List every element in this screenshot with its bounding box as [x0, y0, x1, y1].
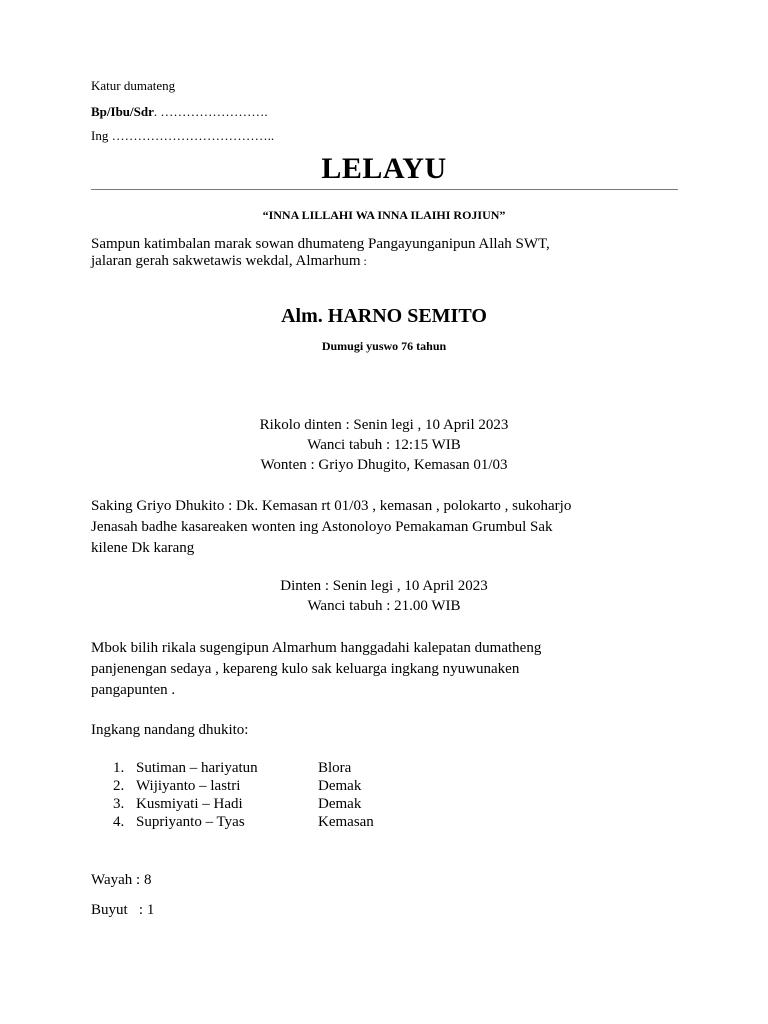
- apology-line-1: Mbok bilih rikala sugengipun Almarhum hanggadahi kalepatan dumatheng: [91, 640, 542, 656]
- apology-line-2: panjenengan sedaya , kepareng kulo sak keluarga ingkang nyuwunaken: [91, 661, 520, 677]
- burial-time: Wanci tabuh : 21.00 WIB: [307, 598, 461, 614]
- burial-line-3: kilene Dk karang: [91, 540, 195, 556]
- prayer-text: “INNA LILLAHI WA INNA ILAIHI ROJIUN”: [262, 208, 506, 222]
- death-time: Wanci tabuh : 12:15 WIB: [307, 437, 461, 453]
- grandchildren-count: Wayah : 8: [91, 872, 152, 888]
- list-item: [113, 796, 361, 813]
- intro-line-2: [91, 251, 367, 272]
- list-item-name: Sutiman – hariyatun: [136, 760, 258, 776]
- list-item-place: Demak: [318, 778, 362, 794]
- list-item-place: Kemasan: [318, 814, 374, 830]
- list-item: [113, 814, 374, 831]
- address-recipient-dots: . …………………….: [153, 104, 268, 119]
- list-item: [113, 778, 361, 795]
- address-recipient-label: Bp/Ibu/Sdr: [91, 104, 154, 119]
- list-item-place: Demak: [318, 796, 362, 812]
- list-item: [113, 760, 351, 777]
- address-location: Ing ………………………………..: [91, 128, 275, 143]
- list-item-number: 4.: [113, 814, 125, 830]
- list-item-number: 2.: [113, 778, 125, 794]
- address-greeting: Katur dumateng: [91, 78, 176, 93]
- deceased-age: Dumugi yuswo 76 tahun: [321, 339, 447, 353]
- deceased-name: Alm. HARNO SEMITO: [281, 305, 487, 327]
- mourners-heading: Ingkang nandang dhukito:: [91, 722, 249, 738]
- death-place: Wonten : Griyo Dhugito, Kemasan 01/03: [260, 457, 508, 473]
- list-item-name: Wijiyanto – lastri: [136, 778, 241, 794]
- list-item-place: Blora: [318, 760, 352, 776]
- list-item-name: Kusmiyati – Hadi: [136, 796, 243, 812]
- intro-line-2-tail: :: [360, 254, 367, 268]
- burial-line-2: Jenasah badhe kasareaken wonten ing Astonoloyo Pemakaman Grumbul Sak: [91, 519, 553, 535]
- list-item-name: Supriyanto – Tyas: [136, 814, 245, 830]
- list-item-number: 1.: [113, 760, 125, 776]
- address-recipient: [91, 104, 268, 120]
- death-date: Rikolo dinten : Senin legi , 10 April 2023: [259, 417, 509, 433]
- list-item-number: 3.: [113, 796, 125, 812]
- title-divider: [91, 189, 678, 190]
- page-title: LELAYU: [321, 152, 447, 185]
- intro-line-1: Sampun katimbalan marak sowan dhumateng Pangayunganipun Allah SWT,: [91, 236, 550, 252]
- burial-line-1: Saking Griyo Dhukito : Dk. Kemasan rt 01/03 , kemasan , polokarto , sukoharjo: [91, 498, 572, 514]
- intro-line-2-text: jalaran gerah sakwetawis wekdal, Almarhum: [91, 253, 361, 269]
- apology-line-3: pangapunten .: [91, 682, 176, 698]
- burial-date: Dinten : Senin legi , 10 April 2023: [280, 578, 488, 594]
- great-grandchildren-count: Buyut : 1: [91, 902, 155, 918]
